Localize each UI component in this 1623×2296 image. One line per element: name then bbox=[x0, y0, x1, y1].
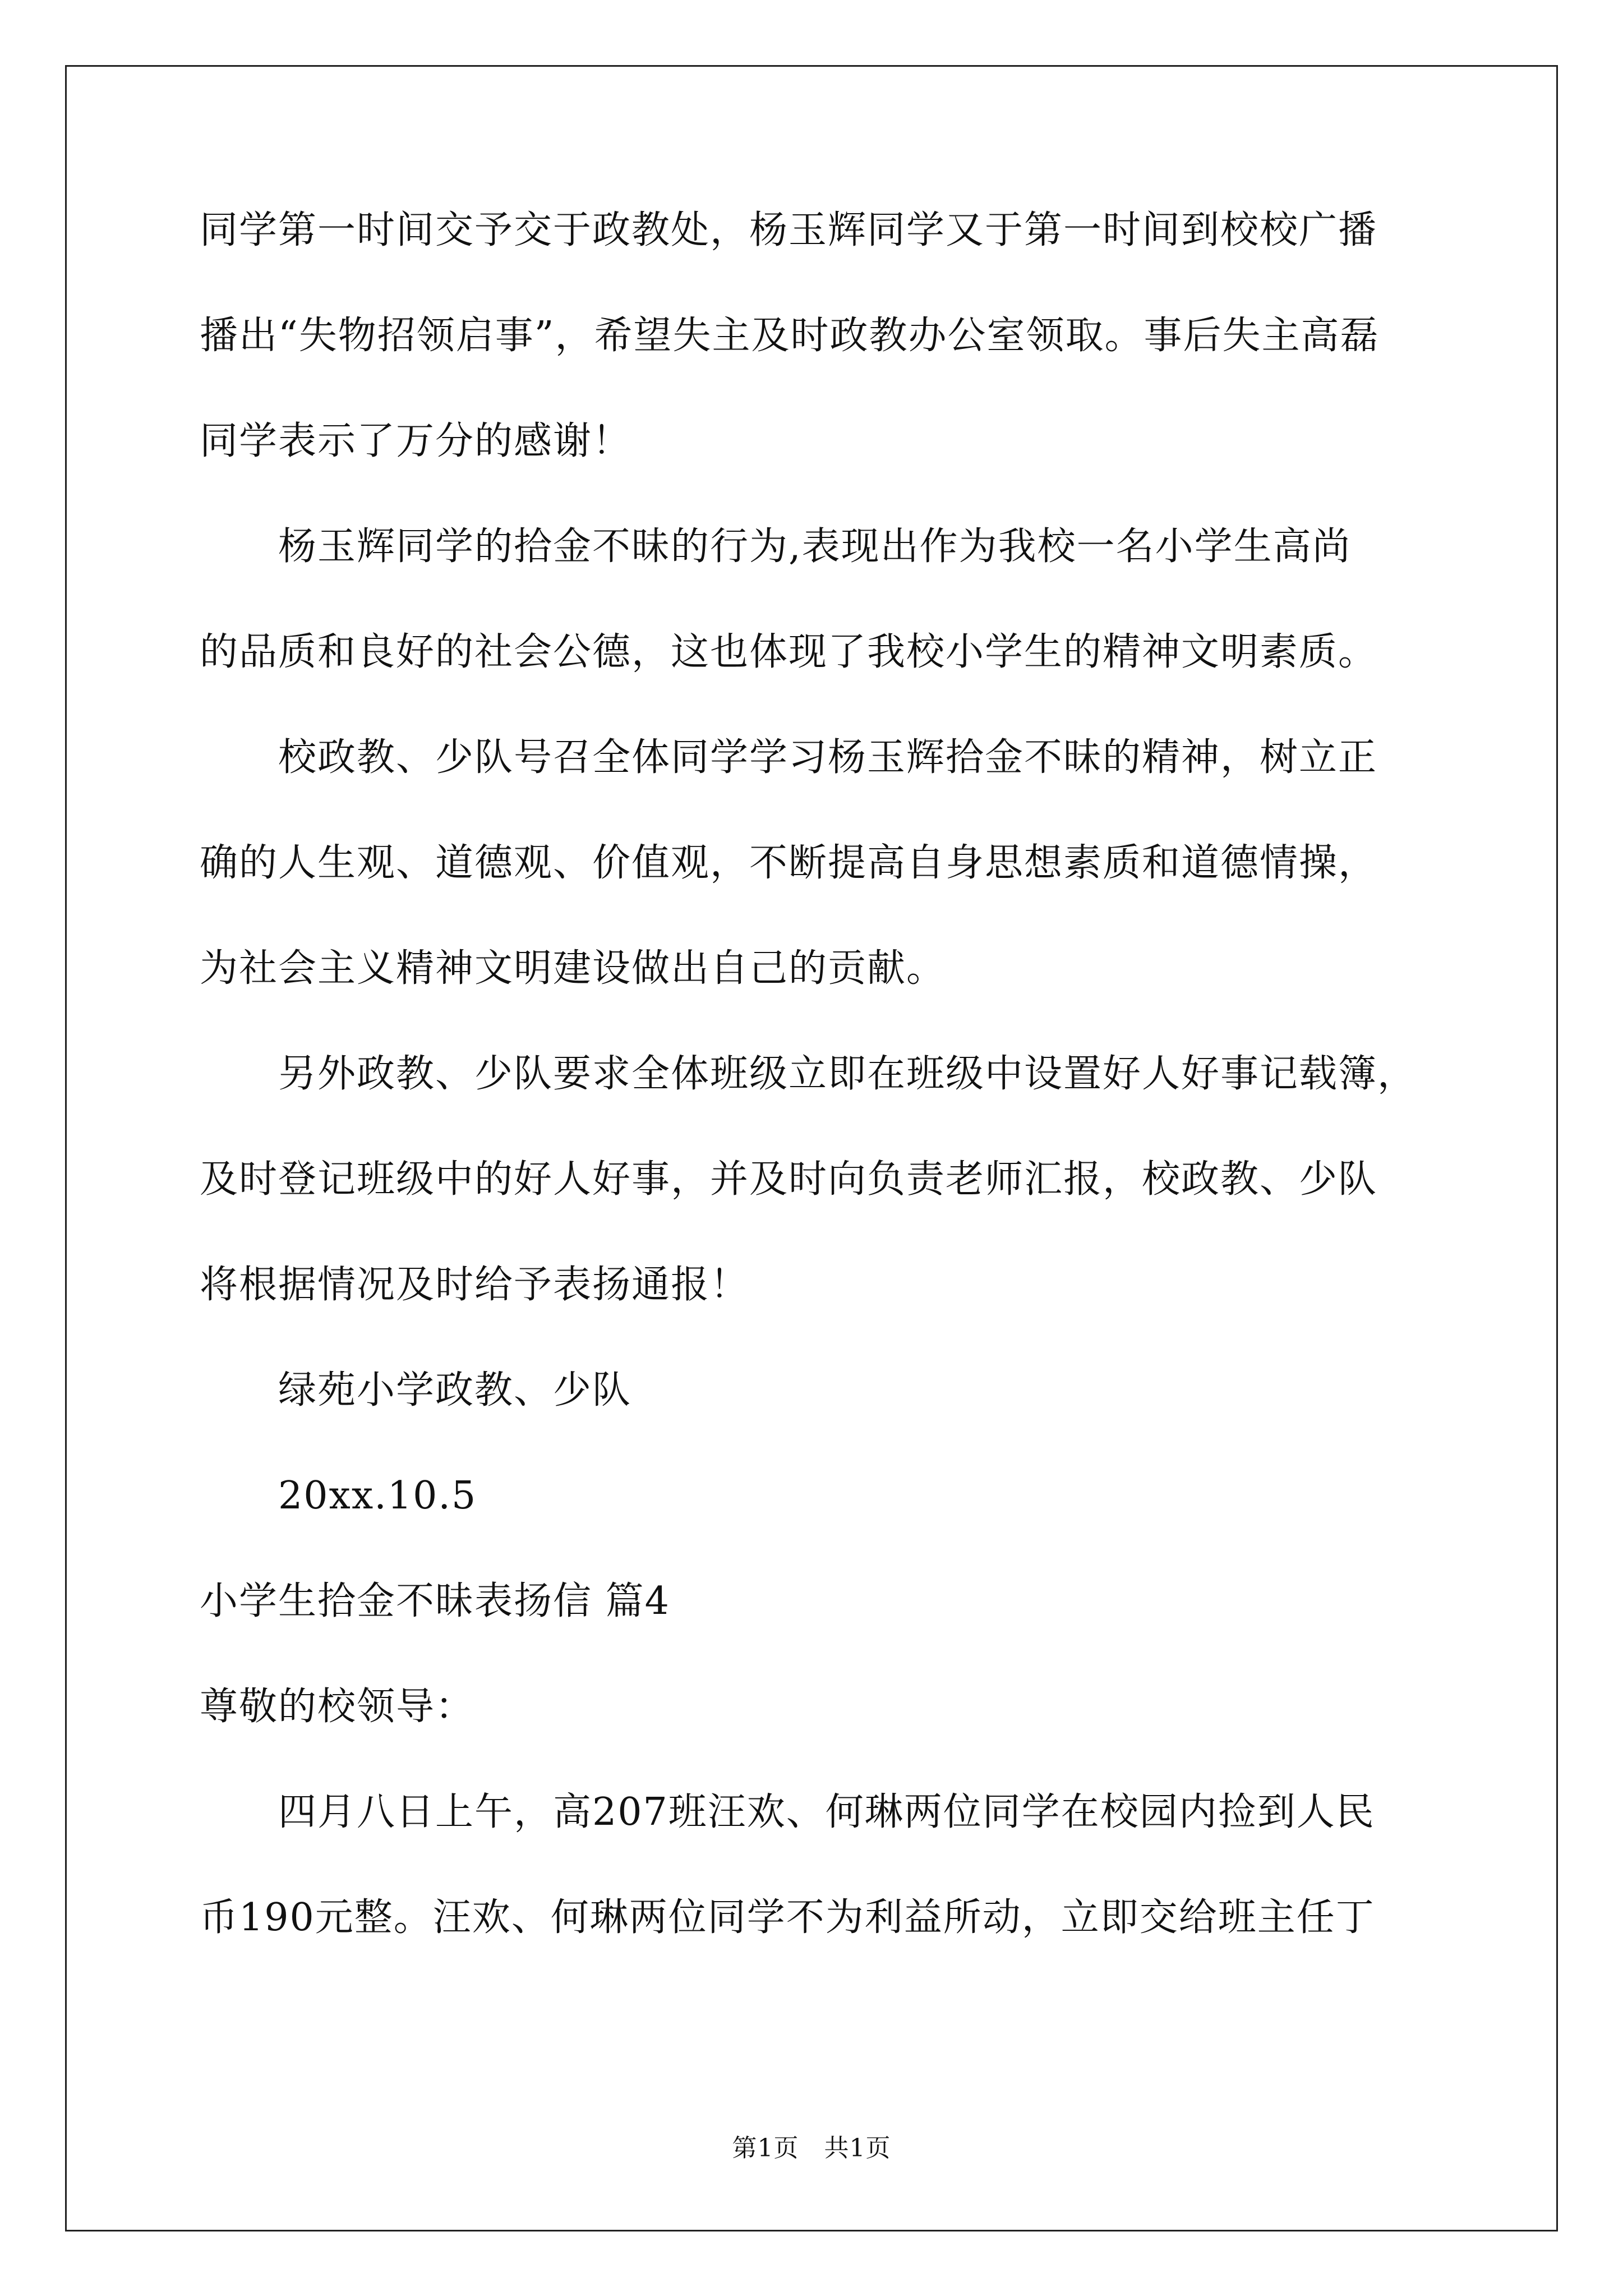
text-line: 确的人生观、道德观、价值观，不断提高自身思想素质和道德情操， bbox=[200, 841, 1378, 885]
paragraph-first-line: 另外政教、少队要求全体班级立即在班级中设置好人好事记载簿， bbox=[278, 1052, 1417, 1096]
text-line: 播出“失物招领启事”，希望失主及时政教办公室领取。事后失主高磊 bbox=[200, 314, 1380, 358]
page-footer: 第1页 共1页 bbox=[732, 2134, 891, 2162]
paragraph-first-line: 校政教、少队号召全体同学学习杨玉辉拾金不昧的精神，树立正 bbox=[278, 735, 1378, 780]
text-line: 的品质和良好的社会公德，这也体现了我校小学生的精神文明素质。 bbox=[200, 630, 1378, 674]
text-line: 将根据情况及时给予表扬通报！ bbox=[200, 1263, 750, 1307]
salutation: 尊敬的校领导： bbox=[200, 1685, 475, 1729]
paragraph-first-line: 四月八日上午，高207班汪欢、何琳两位同学在校园内捡到人民 bbox=[278, 1790, 1375, 1834]
signature-org: 绿苑小学政教、少队 bbox=[278, 1368, 632, 1412]
text-line: 为社会主义精神文明建设做出自己的贡献。 bbox=[200, 946, 946, 991]
section-heading: 小学生拾金不昧表扬信 篇4 bbox=[200, 1579, 670, 1623]
text-line: 同学表示了万分的感谢！ bbox=[200, 419, 632, 463]
text-line: 币190元整。汪欢、何琳两位同学不为利益所动，立即交给班主任丁 bbox=[200, 1895, 1375, 1940]
document-body bbox=[200, 205, 1431, 1944]
text-line: 及时登记班级中的好人好事，并及时向负责老师汇报，校政教、少队 bbox=[200, 1157, 1378, 1202]
paragraph-first-line: 杨玉辉同学的拾金不昧的行为,表现出作为我校一名小学生高尚 bbox=[278, 524, 1352, 569]
text-line: 同学第一时间交予交于政教处，杨玉辉同学又于第一时间到校校广播 bbox=[200, 208, 1378, 252]
signature-date: 20xx.10.5 bbox=[278, 1474, 477, 1518]
